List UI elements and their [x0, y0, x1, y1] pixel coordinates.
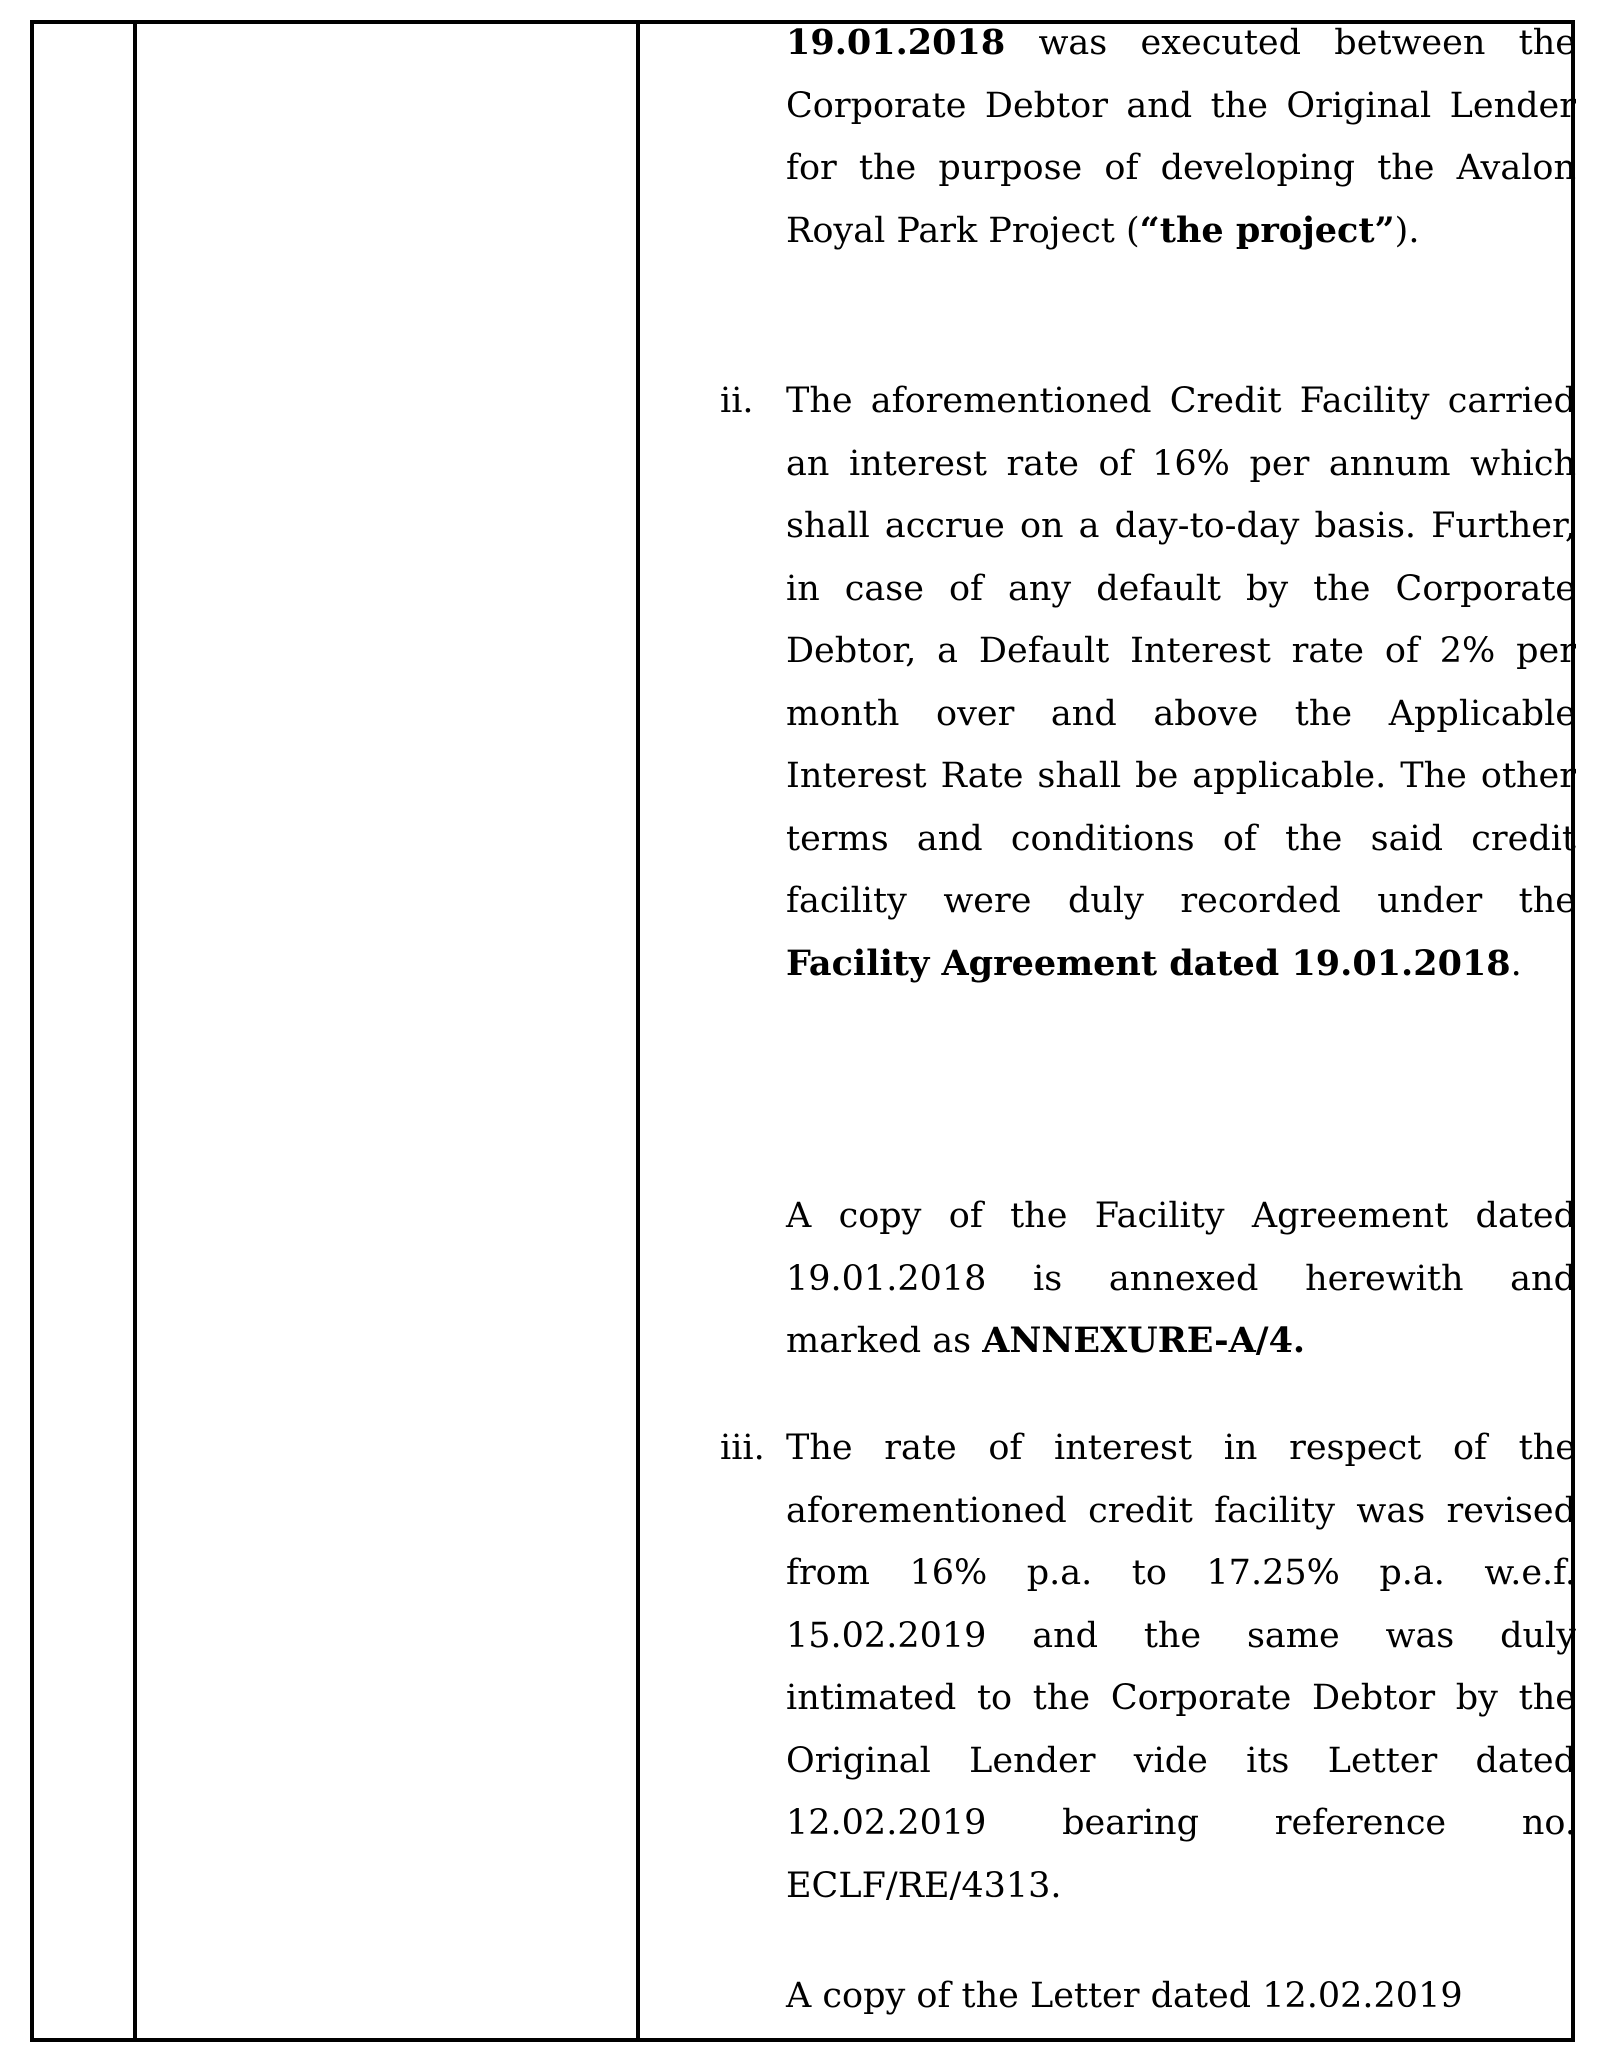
- annex-text: A copy of the Facility Agreement dated 19.01.2018 is annexed herewith and marked as: [786, 1196, 1576, 1361]
- annex-bold: ANNEXURE-A/4.: [982, 1320, 1306, 1361]
- item-ii-bold: Facility Agreement dated 19.01.2018: [786, 942, 1511, 984]
- column-divider-1: [133, 24, 137, 2038]
- paragraph-item-iii: The rate of interest in respect of the aforementioned credit facility was revised from 16% p.a. to 17.25% p.a. w.e.f. 15.02.2019 and the same was duly intimated to the Corporate Debtor by the Original Lender vide its Letter dated 12.02.2019 bearing reference no. ECLF/RE/4313.: [786, 1428, 1576, 1906]
- paragraph-item-ii: [786, 370, 1576, 995]
- paragraph-letter-copy: A copy of the Letter dated 12.02.2019: [786, 1976, 1463, 2016]
- continuation-date: 19.01.2018: [786, 22, 1006, 63]
- item-ii-end: .: [1510, 943, 1522, 984]
- continuation-bold-term: “the project”: [1139, 209, 1395, 251]
- paragraph-continuation: [786, 12, 1576, 262]
- item-iii-numeral: iii.: [720, 1428, 765, 1468]
- column-divider-2: [636, 24, 640, 2038]
- item-ii-text: The aforementioned Credit Facility carried an interest rate of 16% per annum which shall accrue on a day-to-day basis. Further, in case of any default by the Corporate Debtor, a Default Interest rate of 2% per month over and above the Applicable Interest Rate shall be applicable. The other terms and conditions of the said credit facility were duly recorded under the: [786, 381, 1576, 921]
- item-ii-numeral: ii.: [720, 381, 754, 421]
- paragraph-annexure-a4: [786, 1185, 1576, 1373]
- continuation-end: ).: [1394, 210, 1420, 251]
- continuation-text: was executed between the Corporate Debtor and the Original Lender for the purpose of developing the Avalon Royal Park Project (: [786, 23, 1576, 251]
